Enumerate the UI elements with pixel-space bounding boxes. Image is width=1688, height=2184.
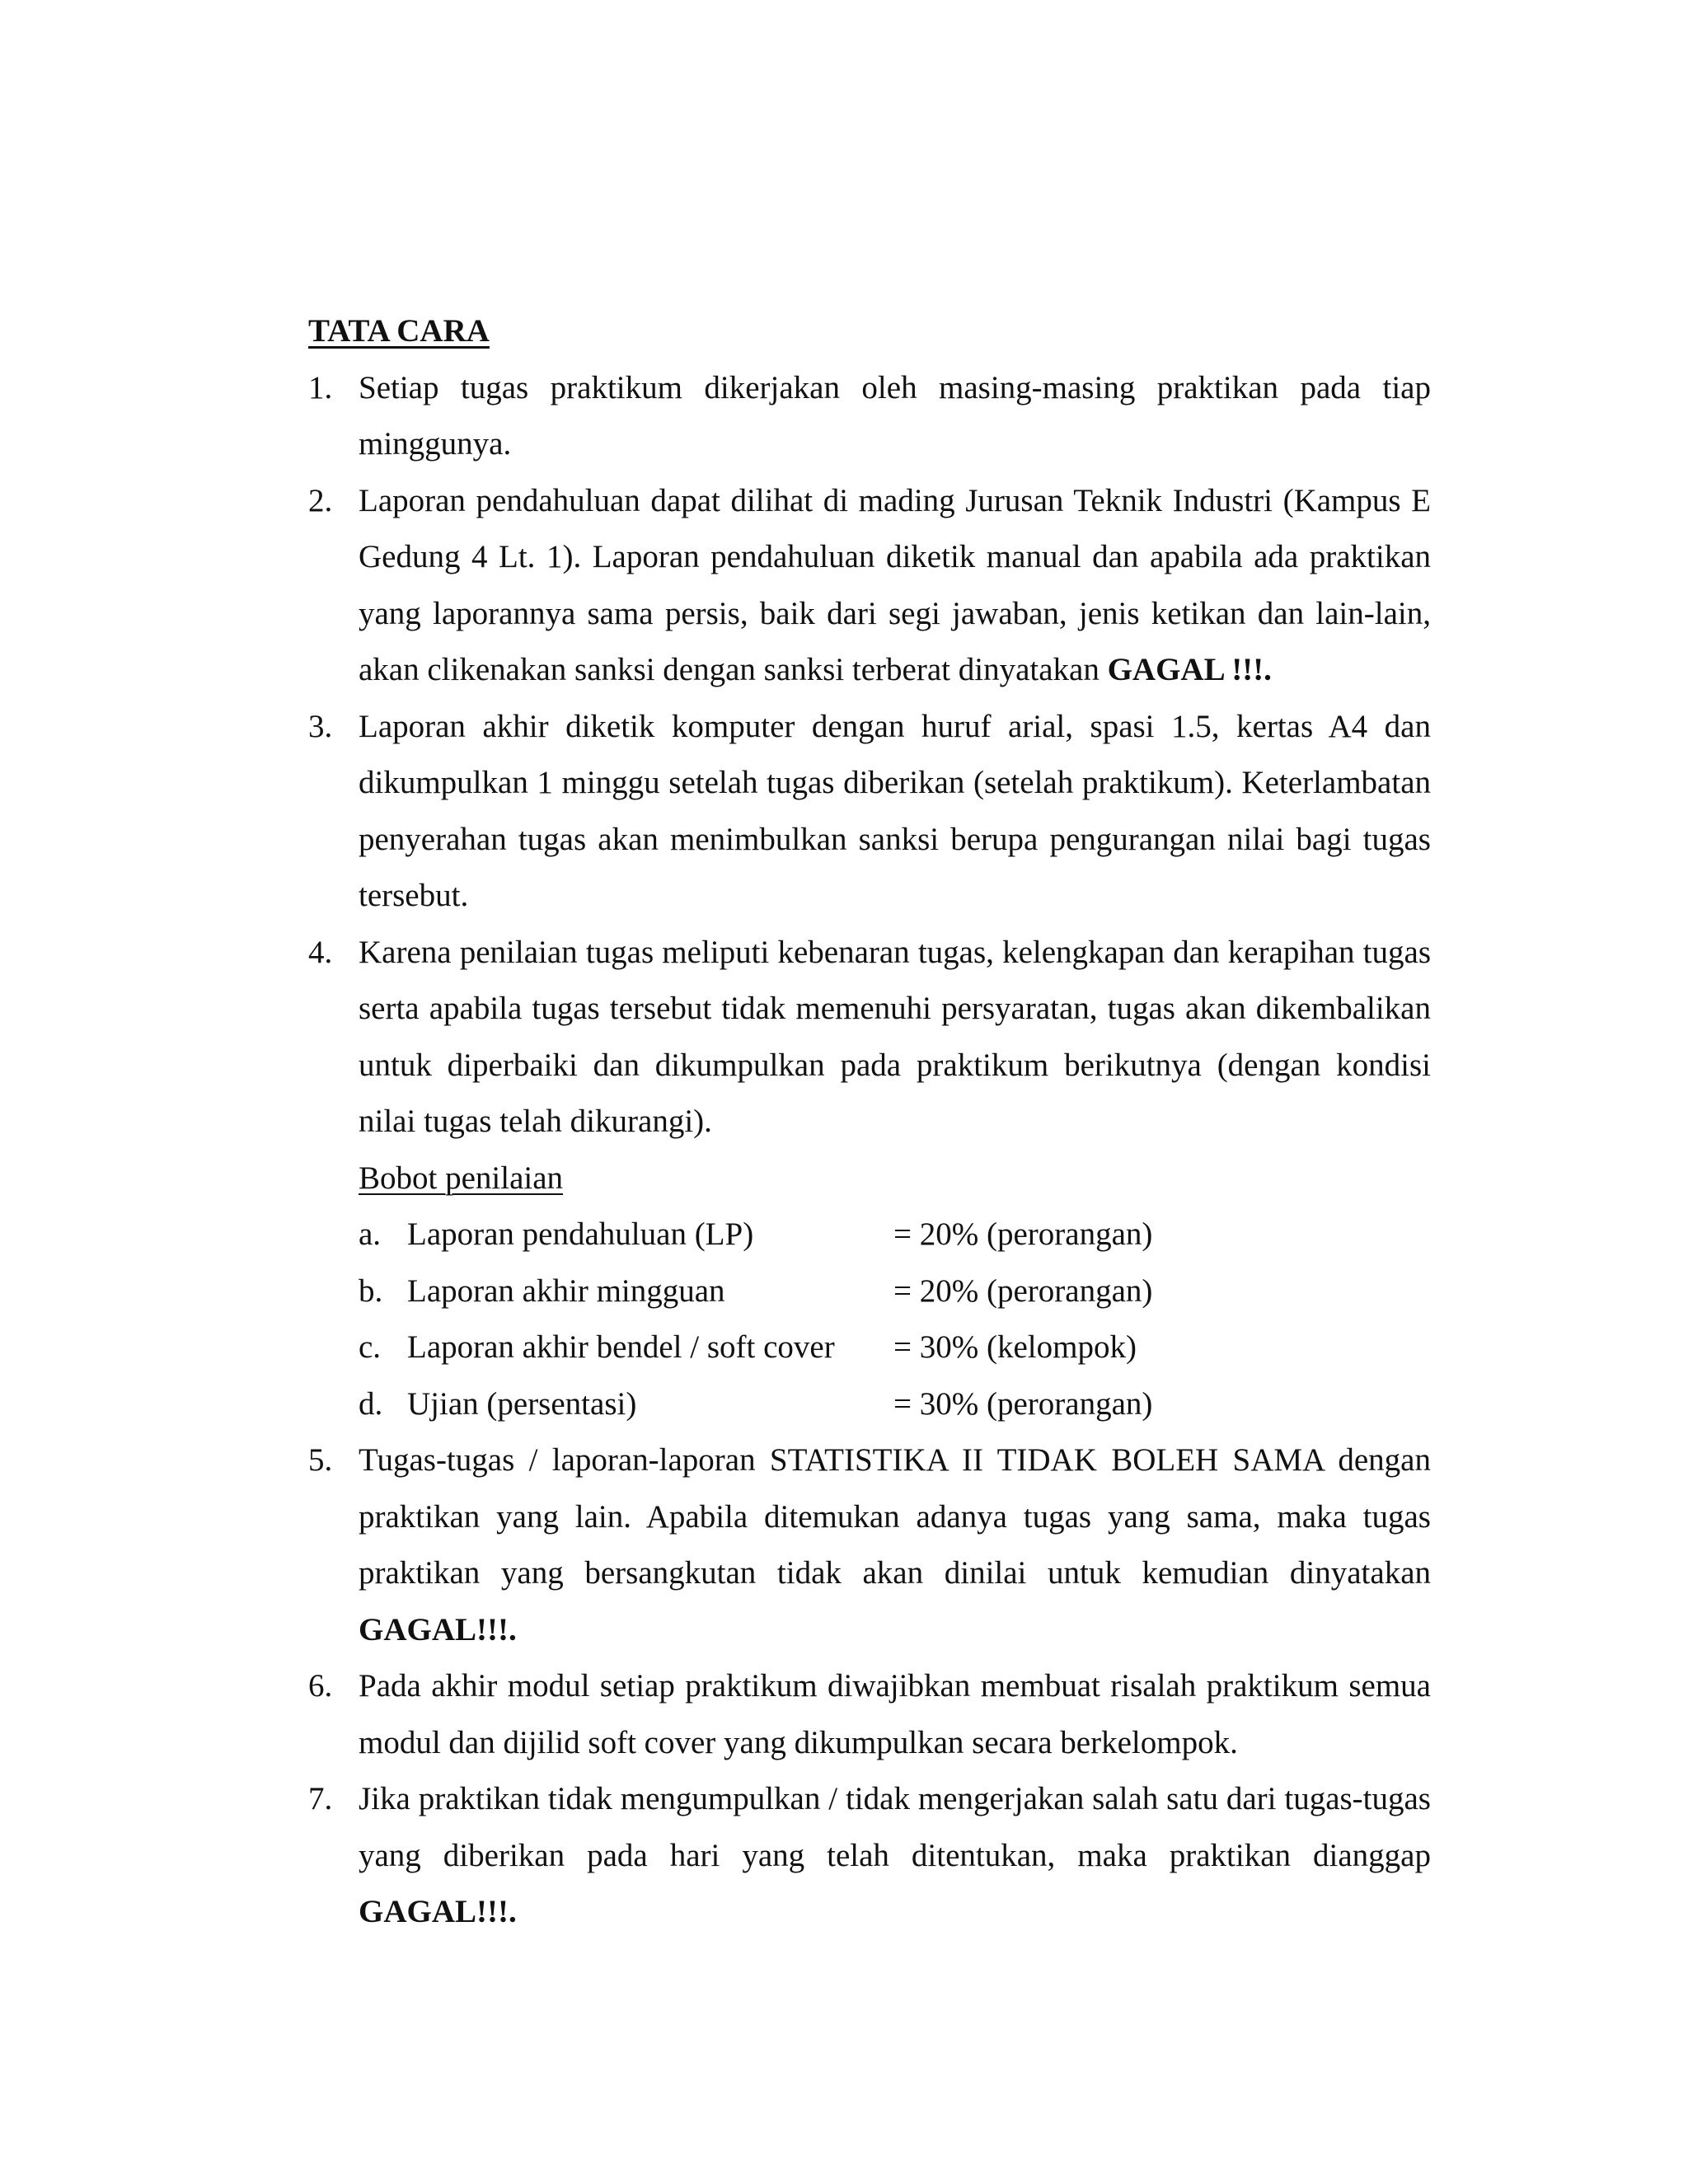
- list-item-number: 7.: [308, 1781, 333, 1816]
- document-body: [308, 303, 1431, 1941]
- weight-row-c: [308, 1319, 1431, 1376]
- weight-label: Ujian (persentasi): [407, 1385, 637, 1422]
- list-item-2: [308, 473, 1431, 699]
- weight-row-a: [308, 1207, 1431, 1263]
- list-item-text: Laporan pendahuluan dapat dilihat di mading Jurusan Teknik Industri (Kampus E Gedung 4 Lt. 1). Laporan pendahuluan diketik manual dan apabila ada praktikan yang laporannya sama persis, baik dari segi jawaban, jenis ketikan dan lain-lain, akan clikenakan sanksi dengan sanksi terberat dinyatakan: [359, 482, 1431, 687]
- list-item-text: Tugas-tugas / laporan-laporan STATISTIKA II TIDAK BOLEH SAMA dengan praktikan yang lain. Apabila ditemukan adanya tugas yang sama, maka tugas praktikan yang bersangkutan tidak akan dinilai untuk kemudian dinyatakan: [359, 1442, 1431, 1591]
- list-item-number: 6.: [308, 1668, 333, 1704]
- weight-label: Laporan pendahuluan (LP): [407, 1216, 754, 1252]
- list-item-3: [308, 699, 1431, 925]
- list-item-6: [308, 1658, 1431, 1771]
- weight-letter: b.: [359, 1272, 383, 1309]
- weight-label: Laporan akhir mingguan: [407, 1272, 725, 1309]
- weights-heading: Bobot penilaian: [359, 1160, 564, 1196]
- section-title: TATA CARA: [308, 313, 490, 349]
- list-item-bold-text: GAGAL!!!.: [359, 1611, 517, 1647]
- weight-row-d: [308, 1376, 1431, 1433]
- list-item-1: [308, 360, 1431, 473]
- weight-value: = 20% (perorangan): [893, 1272, 1153, 1309]
- weight-label: Laporan akhir bendel / soft cover: [407, 1329, 835, 1365]
- weight-value: = 30% (perorangan): [893, 1385, 1153, 1422]
- list-item-number: 1.: [308, 369, 333, 405]
- list-item-4: [308, 925, 1431, 1151]
- list-item-text: Karena penilaian tugas meliputi kebenaran tugas, kelengkapan dan kerapihan tugas serta apabila tugas tersebut tidak memenuhi persyaratan, tugas akan dikembalikan untuk diperbaiki dan dikumpulkan pada praktikum berikutnya (dengan kondisi nilai tugas telah dikurangi).: [359, 934, 1431, 1139]
- list-item-7: [308, 1771, 1431, 1941]
- list-item-bold-text: GAGAL !!!.: [1107, 652, 1272, 687]
- list-item-number: 3.: [308, 708, 333, 744]
- weight-row-b: [308, 1263, 1431, 1320]
- list-item-5: [308, 1432, 1431, 1658]
- weight-letter: c.: [359, 1329, 382, 1365]
- list-item-bold-text: GAGAL!!!.: [359, 1894, 517, 1929]
- weight-letter: a.: [359, 1216, 382, 1252]
- weight-letter: d.: [359, 1385, 383, 1422]
- list-item-text: Laporan akhir diketik komputer dengan huruf arial, spasi 1.5, kertas A4 dan dikumpulkan 1 minggu setelah tugas diberikan (setelah praktikum). Keterlambatan penyerahan tugas akan menimbulkan sanksi berupa pengurangan nilai bagi tugas tersebut.: [359, 708, 1431, 913]
- list-item-text: Setiap tugas praktikum dikerjakan oleh masing-masing praktikan pada tiap minggunya.: [359, 369, 1431, 462]
- list-item-number: 4.: [308, 934, 333, 970]
- weight-value: = 20% (perorangan): [893, 1216, 1153, 1252]
- list-item-text: Pada akhir modul setiap praktikum diwajibkan membuat risalah praktikum semua modul dan dijilid soft cover yang dikumpulkan secara berkelompok.: [359, 1668, 1431, 1760]
- list-item-number: 5.: [308, 1442, 333, 1478]
- list-item-text: Jika praktikan tidak mengumpulkan / tidak mengerjakan salah satu dari tugas-tugas yang diberikan pada hari yang telah ditentukan, maka praktikan dianggap: [359, 1781, 1431, 1873]
- list-item-number: 2.: [308, 482, 333, 518]
- weight-value: = 30% (kelompok): [893, 1329, 1137, 1365]
